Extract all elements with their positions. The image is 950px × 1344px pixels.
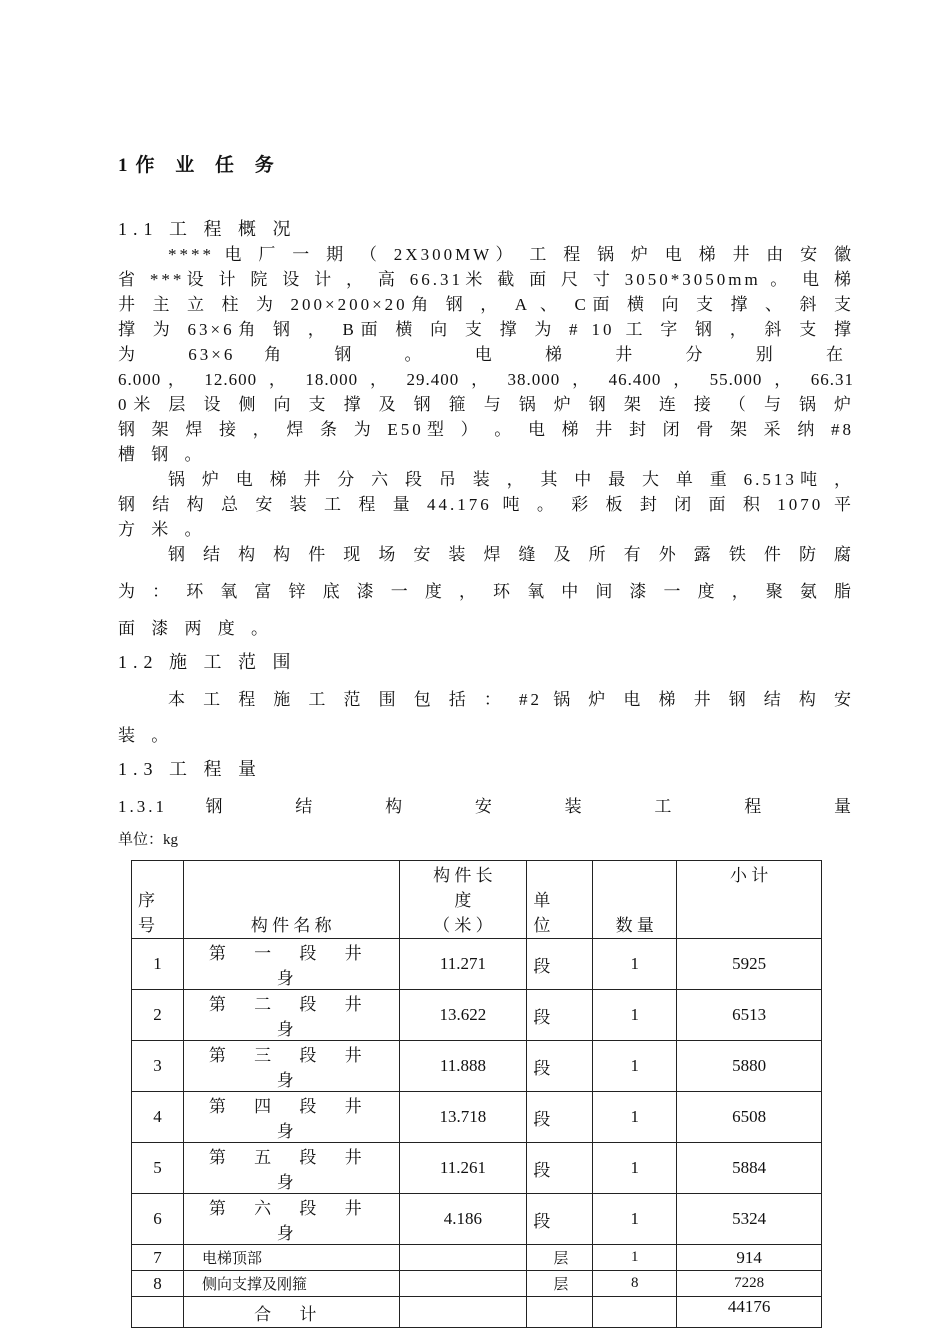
cell-subtotal: 5880 [677, 1041, 822, 1092]
cell-subtotal: 914 [677, 1245, 822, 1271]
header-name: 构 件 名 称 [183, 861, 399, 939]
cell-subtotal: 6508 [677, 1092, 822, 1143]
cell-qty: 1 [593, 1245, 677, 1271]
p1-line-6: 6.000， 12.600 ， 18.000 ， 29.400 ， 38.000 ， 46.400 ， 55.000 ， 66.31 [118, 370, 854, 389]
subsection-1-3: 1.3 工 程 量 [118, 759, 262, 779]
header-unit: 单 位 [527, 861, 593, 939]
cell-no: 4 [132, 1092, 184, 1143]
cell-unit: 段 [527, 1194, 593, 1245]
p1-line-9: 槽 钢 。 [118, 445, 208, 464]
cell-unit: 段 [527, 990, 593, 1041]
cell-unit: 段 [527, 1143, 593, 1194]
cell-no: 3 [132, 1041, 184, 1092]
table-row [132, 1143, 822, 1194]
cell-no: 8 [132, 1271, 184, 1297]
cell-no: 6 [132, 1194, 184, 1245]
cell-unit: 层 [527, 1271, 593, 1297]
p1-line-4: 撑 为 63×6角 钢 ， B面 横 向 支 撑 为 # 10 工 字 钢 ， 斜 支 撑 [118, 320, 854, 339]
cell-qty: 1 [593, 1041, 677, 1092]
table-row [132, 990, 822, 1041]
cell-length [399, 1271, 527, 1297]
cell-no: 7 [132, 1245, 184, 1271]
section-heading: 1作 业 任 务 [118, 155, 282, 176]
cell-length: 4.186 [399, 1194, 527, 1245]
cell-name: 第 五 段 井 身 [183, 1143, 399, 1194]
p2-line-2: 钢 结 构 总 安 装 工 程 量 44.176 吨 。 彩 板 封 闭 面 积 1070 平 [118, 495, 854, 514]
header-no: 序 号 [132, 861, 184, 939]
cell-name: 电梯顶部 [183, 1245, 399, 1271]
subsection-1-3-1: 1.3.1 钢 结 构 安 装 工 程 量 [118, 797, 854, 816]
unit-label: 单位：kg [118, 832, 179, 848]
cell-unit: 段 [527, 939, 593, 990]
table-row [132, 1194, 822, 1245]
cell-qty: 1 [593, 1194, 677, 1245]
quantity-table [131, 860, 822, 1328]
total-label: 合 计 [183, 1297, 399, 1328]
cell-subtotal: 7228 [677, 1271, 822, 1297]
p1-line-8: 钢 架 焊 接 ， 焊 条 为 E50型 ） 。 电 梯 井 封 闭 骨 架 采 纳 #8 [118, 420, 854, 439]
cell-unit: 段 [527, 1041, 593, 1092]
header-qty: 数 量 [593, 861, 677, 939]
cell-name: 第 六 段 井 身 [183, 1194, 399, 1245]
cell-qty: 1 [593, 1092, 677, 1143]
p4-line-1: 本 工 程 施 工 范 围 包 括 ： #2 锅 炉 电 梯 井 钢 结 构 安 [168, 690, 854, 709]
p3-line-2: 为 ： 环 氧 富 锌 底 漆 一 度 ， 环 氧 中 间 漆 一 度 ， 聚 氨 脂 [118, 582, 854, 601]
p1-line-7: 0米 层 设 侧 向 支 撑 及 钢 箍 与 锅 炉 钢 架 连 接 （ 与 锅 炉 [118, 395, 854, 414]
cell-length: 11.888 [399, 1041, 527, 1092]
cell-empty [132, 1297, 184, 1328]
p3-line-3: 面 漆 两 度 。 [118, 619, 274, 638]
cell-empty [527, 1297, 593, 1328]
cell-subtotal: 6513 [677, 990, 822, 1041]
cell-no: 2 [132, 990, 184, 1041]
cell-qty: 1 [593, 939, 677, 990]
subsection-1-2: 1.2 施 工 范 围 [118, 652, 297, 672]
table-row [132, 939, 822, 990]
cell-qty: 1 [593, 990, 677, 1041]
cell-no: 5 [132, 1143, 184, 1194]
p1-line-5: 为 63×6 角 钢 。 电 梯 井 分 别 在 [118, 345, 846, 364]
table-row [132, 1245, 822, 1271]
cell-empty [593, 1297, 677, 1328]
p4-line-2: 装 。 [118, 726, 175, 745]
cell-length: 11.271 [399, 939, 527, 990]
p2-line-3: 方 米 。 [118, 520, 208, 539]
header-subtotal: 小 计 [677, 861, 822, 939]
p1-line-3: 井 主 立 柱 为 200×200×20角 钢 ， A 、 C面 横 向 支 撑 、 斜 支 [118, 295, 854, 314]
p1-line-1: **** 电 厂 一 期 （ 2X300MW） 工 程 锅 炉 电 梯 井 由 安 徽 [168, 245, 854, 264]
cell-empty [399, 1297, 527, 1328]
cell-qty: 1 [593, 1143, 677, 1194]
cell-name: 第 三 段 井 身 [183, 1041, 399, 1092]
cell-no: 1 [132, 939, 184, 990]
cell-qty: 8 [593, 1271, 677, 1297]
table-header-row [132, 861, 822, 939]
cell-unit: 段 [527, 1092, 593, 1143]
cell-name: 第 二 段 井 身 [183, 990, 399, 1041]
cell-subtotal: 5884 [677, 1143, 822, 1194]
cell-name: 第 四 段 井 身 [183, 1092, 399, 1143]
table-row [132, 1041, 822, 1092]
cell-length: 11.261 [399, 1143, 527, 1194]
cell-length: 13.718 [399, 1092, 527, 1143]
p3-line-1: 钢 结 构 构 件 现 场 安 装 焊 缝 及 所 有 外 露 铁 件 防 腐 [168, 545, 854, 564]
table-row [132, 1092, 822, 1143]
subsection-1-1: 1.1 工 程 概 况 [118, 219, 297, 239]
total-value: 44176 [677, 1297, 822, 1328]
header-length: 构 件 长 度 （ 米 ） [399, 861, 527, 939]
p1-line-2: 省 ***设 计 院 设 计 ， 高 66.31米 截 面 尺 寸 3050*3050mm 。 电 梯 [118, 270, 854, 289]
cell-subtotal: 5925 [677, 939, 822, 990]
table-row [132, 1271, 822, 1297]
cell-unit: 层 [527, 1245, 593, 1271]
cell-name: 第 一 段 井 身 [183, 939, 399, 990]
p2-line-1: 锅 炉 电 梯 井 分 六 段 吊 装 ， 其 中 最 大 单 重 6.513吨 ， [168, 470, 854, 489]
cell-length [399, 1245, 527, 1271]
cell-length: 13.622 [399, 990, 527, 1041]
cell-subtotal: 5324 [677, 1194, 822, 1245]
table-total-row [132, 1297, 822, 1328]
cell-name: 侧向支撑及刚箍 [183, 1271, 399, 1297]
